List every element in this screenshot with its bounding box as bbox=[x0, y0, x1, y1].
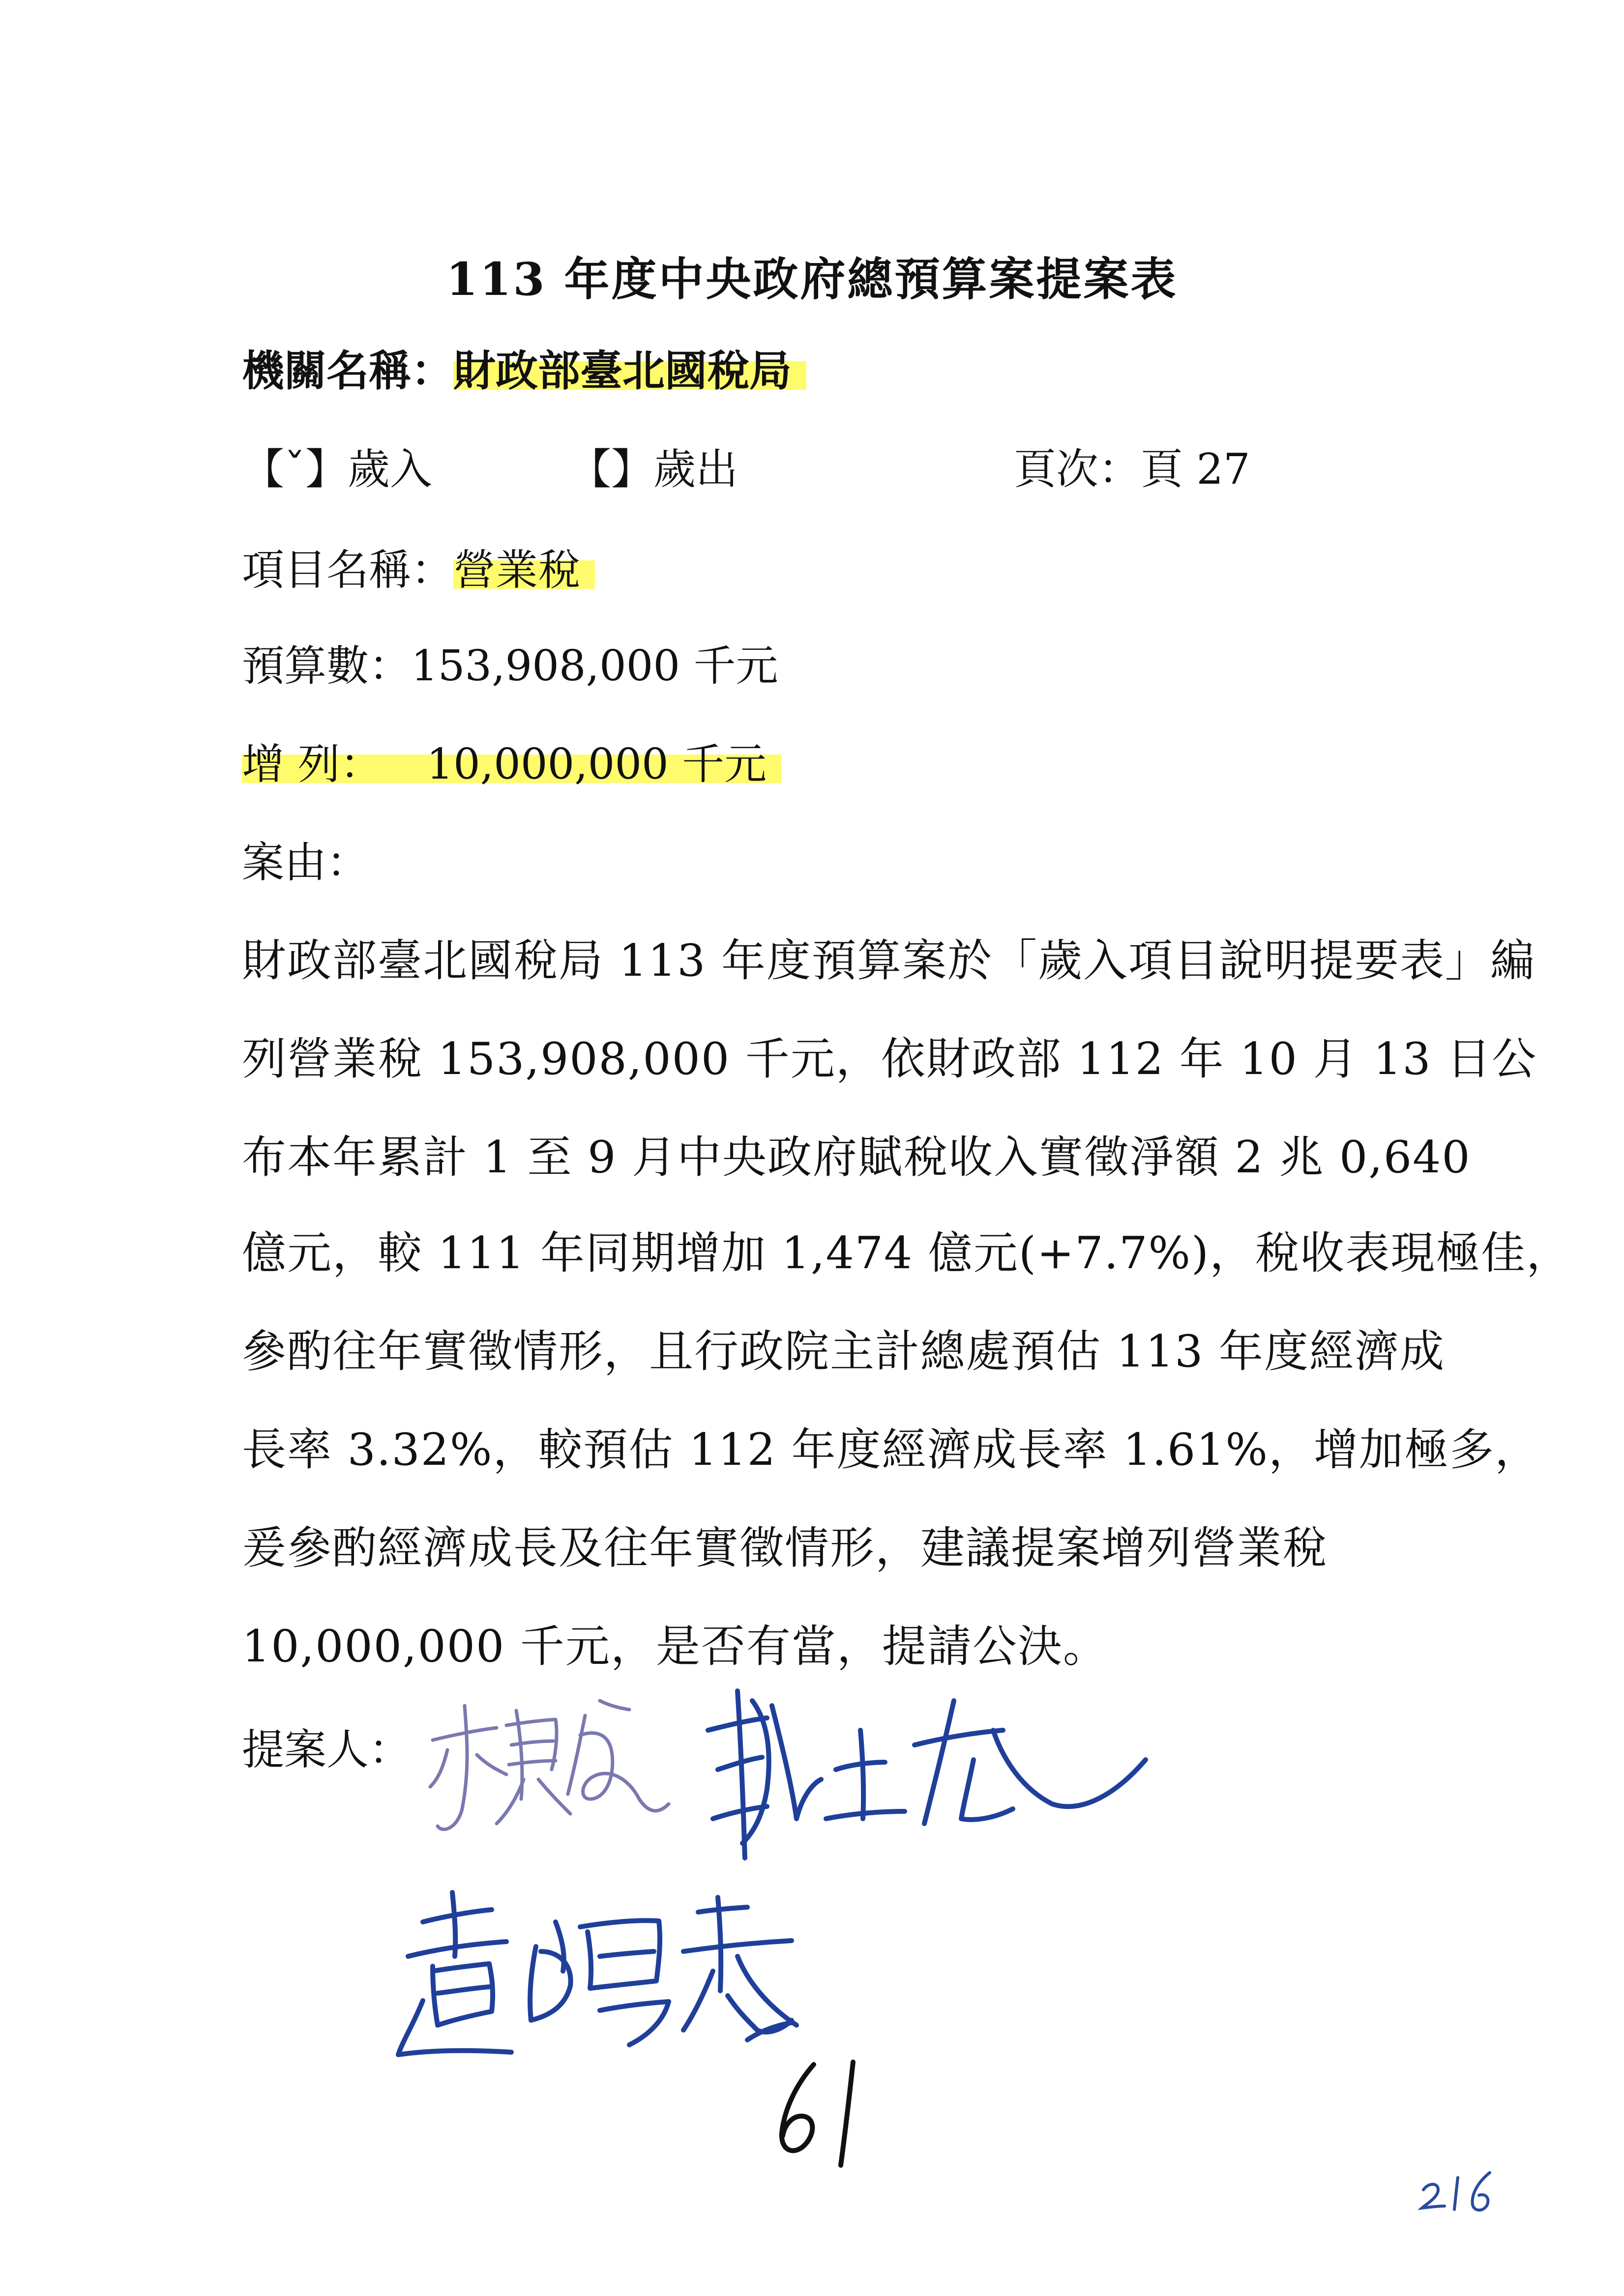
page-reference: 頁次：頁 27 bbox=[1014, 445, 1250, 494]
item-value: 營業稅 bbox=[453, 546, 595, 595]
increase-label: 增 列： bbox=[242, 740, 383, 789]
signature-2 bbox=[698, 1671, 1165, 1878]
signature-3 bbox=[393, 1883, 846, 2069]
reason-line-7: 爰參酌經濟成長及往年實徵情形，建議提案增列營業稅 bbox=[242, 1522, 1328, 1574]
agency-label: 機關名稱： bbox=[242, 346, 453, 396]
revenue-checkbox: 【ˇ】歲入 bbox=[242, 445, 432, 494]
agency-row bbox=[242, 344, 806, 398]
reason-line-6: 長率 3.32%，較預估 112 年度經濟成長率 1.61%，增加極多， bbox=[242, 1424, 1540, 1476]
reason-line-3: 布本年累計 1 至 9 月中央政府賦稅收入實徵淨額 2 兆 0,640 bbox=[242, 1132, 1471, 1183]
reason-line-1: 財政部臺北國稅局 113 年度預算案於「歲入項目說明提要表」編 bbox=[242, 935, 1535, 987]
budget-value: 153,908,000 千元 bbox=[411, 641, 778, 691]
increase-row bbox=[242, 737, 781, 791]
reason-line-4: 億元，較 111 年同期增加 1,474 億元(+7.7%)，稅收表現極佳， bbox=[242, 1227, 1572, 1279]
page-title: 113 年度中央政府總預算案提案表 bbox=[446, 253, 1178, 306]
reason-line-8: 10,000,000 千元，是否有當，提請公決。 bbox=[242, 1621, 1108, 1672]
reason-line-2: 列營業稅 153,908,000 千元，依財政部 112 年 10 月 13 日公 bbox=[242, 1033, 1537, 1085]
budget-row bbox=[242, 639, 778, 693]
expense-checkbox: 【】歲出 bbox=[569, 445, 738, 494]
reason-line-5: 參酌往年實徵情形，且行政院主計總處預估 113 年度經濟成 bbox=[242, 1326, 1445, 1377]
budget-label: 預算數： bbox=[242, 641, 411, 691]
increase-value: 10,000,000 千元 bbox=[382, 740, 781, 789]
reason-label: 案由： bbox=[242, 838, 369, 887]
agency-value: 財政部臺北國稅局 bbox=[453, 346, 806, 396]
category-row bbox=[242, 442, 1250, 496]
item-row bbox=[242, 543, 595, 597]
handwritten-page-number bbox=[767, 2060, 895, 2168]
corner-page-number bbox=[1416, 2163, 1505, 2217]
handwritten-number-graphic bbox=[767, 2060, 895, 2168]
signature-1 bbox=[423, 1681, 679, 1848]
corner-number-graphic bbox=[1416, 2163, 1505, 2217]
item-label: 項目名稱： bbox=[242, 546, 453, 595]
proposer-label: 提案人： bbox=[242, 1725, 411, 1774]
